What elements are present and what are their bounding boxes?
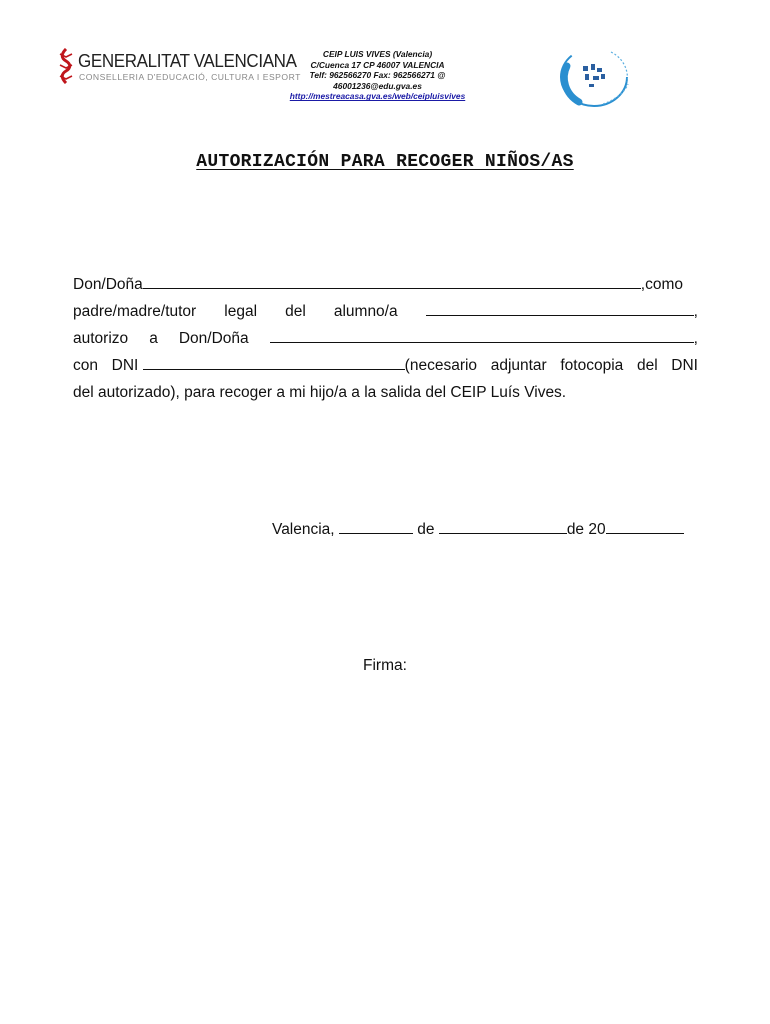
generalitat-emblem-icon — [58, 48, 74, 84]
parent-name-field[interactable] — [143, 287, 641, 289]
signature-label: Firma: — [363, 657, 407, 674]
authorized-label: Don/Doña — [178, 330, 249, 347]
student-label: alumno/a — [333, 303, 398, 320]
document-title: AUTORIZACIÓN PARA RECOGER NIÑOS/AS — [196, 152, 574, 172]
a-text: a — [149, 330, 158, 347]
school-phone: Telf: 962566270 Fax: 962566271 @ — [309, 70, 446, 81]
body-line-3 — [73, 330, 698, 348]
dni-text: DNI — [671, 357, 698, 374]
authorized-name-field[interactable] — [270, 341, 694, 343]
month-field[interactable] — [439, 532, 567, 534]
school-website-link[interactable]: http://mestreacasa.gva.es/web/ceipluisvives — [289, 91, 466, 102]
body-line-1 — [73, 276, 698, 294]
autorizo-text: autorizo — [73, 330, 129, 347]
dni-field[interactable] — [143, 368, 405, 370]
de-text: de — [417, 521, 435, 538]
school-email: 46001236@edu.gva.es — [333, 80, 422, 91]
body-line-5: del autorizado), para recoger a mi hijo/a a la salida del CEIP Luís Vives. — [73, 384, 567, 401]
body-line-4 — [73, 357, 698, 375]
fotocopia-text: fotocopia — [560, 357, 624, 374]
del-text: del — [285, 303, 306, 320]
day-field[interactable] — [339, 532, 413, 534]
necesario-text: (necesario — [404, 357, 478, 374]
city-label: Valencia, — [272, 521, 335, 538]
school-address: C/Cuenca 17 CP 46007 VALENCIA — [310, 59, 445, 70]
logo-name: GENERALITAT VALENCIANA — [78, 50, 297, 71]
legal-text: legal — [224, 303, 258, 320]
como-text: ,como — [640, 276, 684, 293]
comma-text: , — [693, 303, 698, 320]
logo-subtitle: CONSELLERIA D'EDUCACIÓ, CULTURA I ESPORT — [79, 72, 301, 82]
school-contact-block — [270, 49, 485, 102]
con-text: con — [73, 357, 98, 374]
school-seal-icon — [553, 44, 635, 110]
don-dona-label: Don/Doña — [73, 276, 143, 293]
dni-label: DNI — [111, 357, 139, 374]
generalitat-logo — [58, 48, 301, 88]
year-prefix-text: de 20 — [566, 521, 606, 538]
year-field[interactable] — [606, 532, 684, 534]
comma-text: , — [693, 330, 698, 347]
adjuntar-text: adjuntar — [490, 357, 547, 374]
del-text: del — [636, 357, 658, 374]
school-name: CEIP LUIS VIVES (Valencia) — [322, 49, 433, 59]
date-line — [272, 521, 684, 539]
relation-label: padre/madre/tutor — [73, 303, 197, 320]
student-name-field[interactable] — [426, 314, 694, 316]
body-line-2 — [73, 303, 698, 321]
